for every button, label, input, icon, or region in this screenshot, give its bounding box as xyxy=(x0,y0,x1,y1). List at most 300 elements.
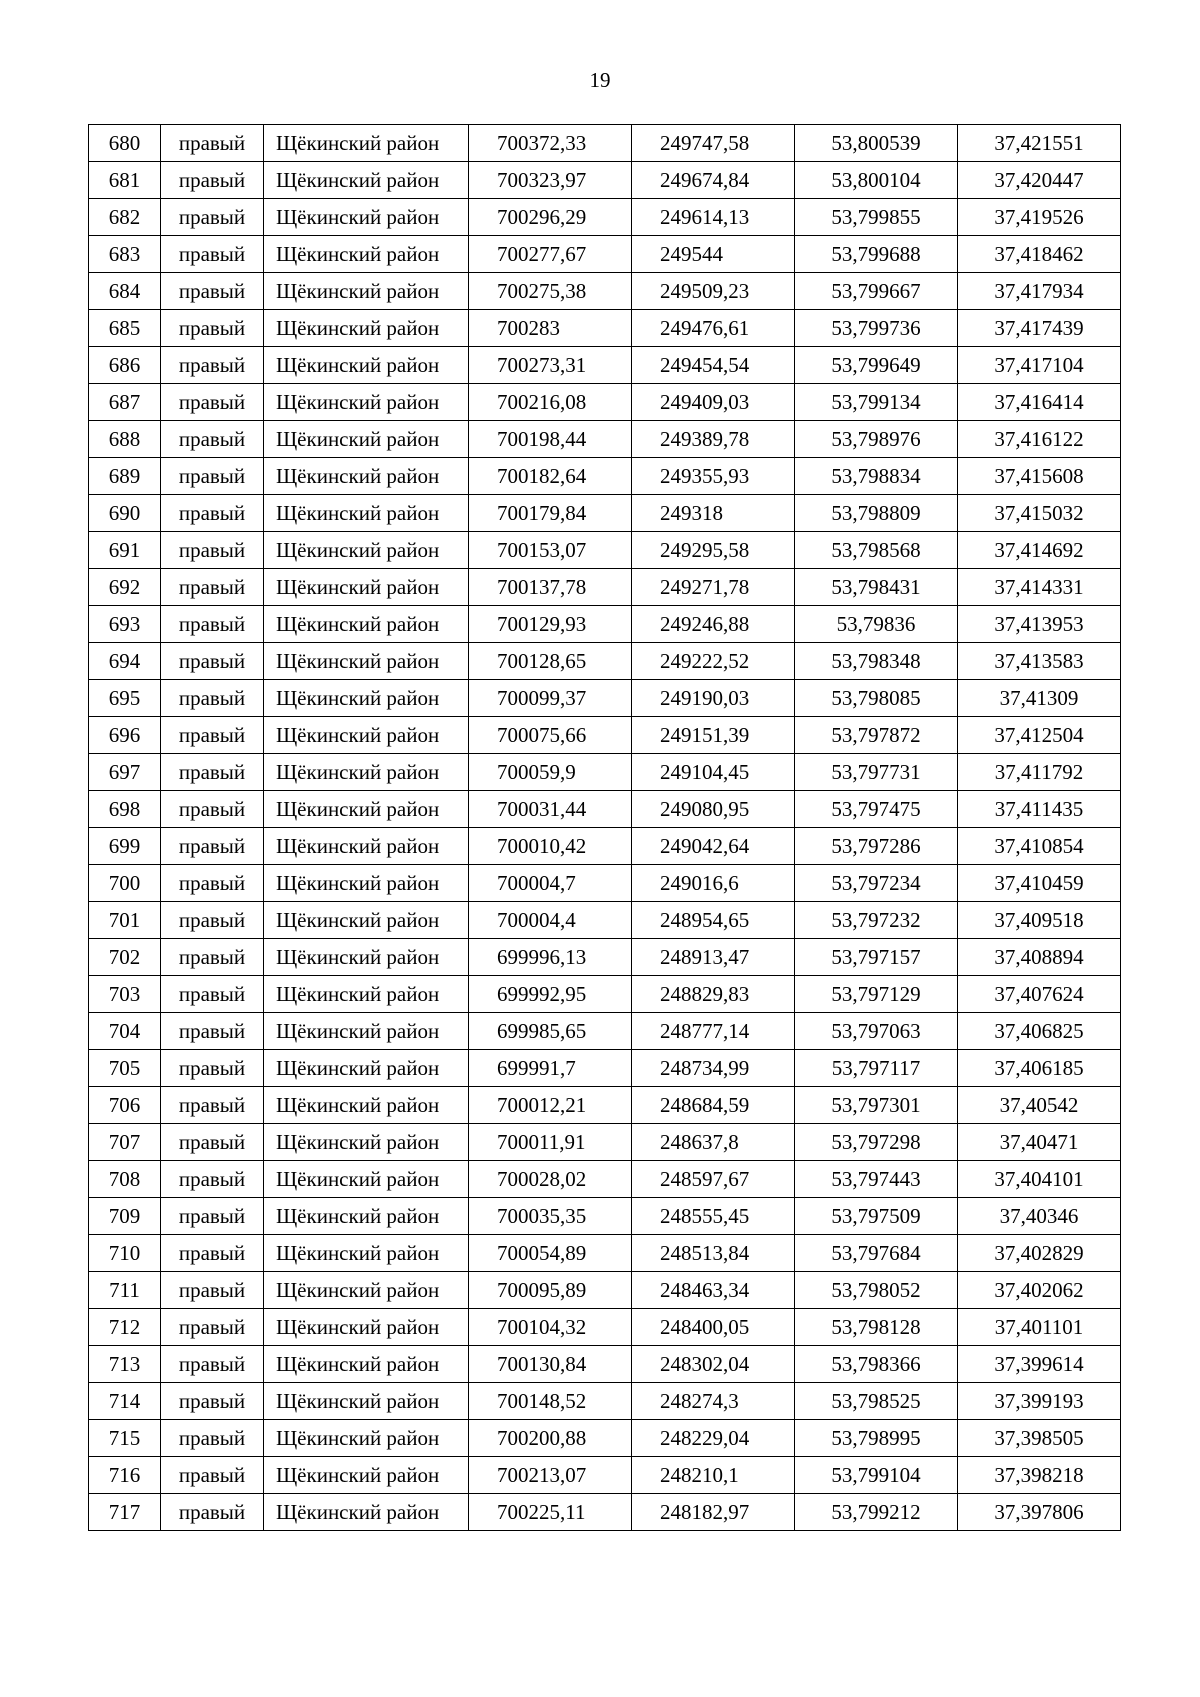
cell-coord-x: 699992,95 xyxy=(469,976,632,1013)
cell-point-number: 699 xyxy=(89,828,161,865)
cell-coord-x: 700011,91 xyxy=(469,1124,632,1161)
cell-latitude: 53,799212 xyxy=(795,1494,958,1531)
cell-coord-x: 700296,29 xyxy=(469,199,632,236)
cell-coord-y: 248829,83 xyxy=(632,976,795,1013)
cell-district: Щёкинский район xyxy=(264,1235,469,1272)
cell-latitude: 53,797063 xyxy=(795,1013,958,1050)
cell-latitude: 53,799134 xyxy=(795,384,958,421)
cell-district: Щёкинский район xyxy=(264,606,469,643)
table-row xyxy=(89,236,1121,273)
cell-coord-y: 249016,6 xyxy=(632,865,795,902)
cell-longitude: 37,413953 xyxy=(958,606,1121,643)
cell-district: Щёкинский район xyxy=(264,939,469,976)
cell-longitude: 37,417439 xyxy=(958,310,1121,347)
cell-coord-y: 249409,03 xyxy=(632,384,795,421)
cell-coord-x: 700104,32 xyxy=(469,1309,632,1346)
cell-longitude: 37,416414 xyxy=(958,384,1121,421)
cell-longitude: 37,413583 xyxy=(958,643,1121,680)
cell-coord-x: 700213,07 xyxy=(469,1457,632,1494)
cell-coord-y: 248274,3 xyxy=(632,1383,795,1420)
cell-district: Щёкинский район xyxy=(264,458,469,495)
cell-bank-side: правый xyxy=(161,310,264,347)
cell-coord-x: 700059,9 xyxy=(469,754,632,791)
cell-latitude: 53,799104 xyxy=(795,1457,958,1494)
cell-district: Щёкинский район xyxy=(264,569,469,606)
cell-bank-side: правый xyxy=(161,199,264,236)
cell-latitude: 53,797157 xyxy=(795,939,958,976)
page-number: 19 xyxy=(589,68,611,92)
cell-coord-x: 700004,4 xyxy=(469,902,632,939)
cell-district: Щёкинский район xyxy=(264,162,469,199)
cell-latitude: 53,798052 xyxy=(795,1272,958,1309)
table-row xyxy=(89,1457,1121,1494)
cell-coord-x: 700283 xyxy=(469,310,632,347)
cell-longitude: 37,398505 xyxy=(958,1420,1121,1457)
cell-district: Щёкинский район xyxy=(264,532,469,569)
cell-district: Щёкинский район xyxy=(264,865,469,902)
cell-latitude: 53,798431 xyxy=(795,569,958,606)
cell-coord-y: 248400,05 xyxy=(632,1309,795,1346)
cell-bank-side: правый xyxy=(161,865,264,902)
cell-longitude: 37,40542 xyxy=(958,1087,1121,1124)
cell-coord-x: 699996,13 xyxy=(469,939,632,976)
cell-bank-side: правый xyxy=(161,1198,264,1235)
cell-coord-x: 700148,52 xyxy=(469,1383,632,1420)
cell-coord-x: 700277,67 xyxy=(469,236,632,273)
cell-latitude: 53,797298 xyxy=(795,1124,958,1161)
table-row xyxy=(89,754,1121,791)
cell-bank-side: правый xyxy=(161,791,264,828)
cell-bank-side: правый xyxy=(161,1272,264,1309)
cell-district: Щёкинский район xyxy=(264,1383,469,1420)
cell-coord-x: 700216,08 xyxy=(469,384,632,421)
table-row xyxy=(89,939,1121,976)
cell-bank-side: правый xyxy=(161,939,264,976)
cell-point-number: 697 xyxy=(89,754,161,791)
cell-bank-side: правый xyxy=(161,236,264,273)
cell-coord-y: 248954,65 xyxy=(632,902,795,939)
table-row xyxy=(89,1050,1121,1087)
cell-longitude: 37,398218 xyxy=(958,1457,1121,1494)
cell-coord-x: 700372,33 xyxy=(469,125,632,162)
cell-longitude: 37,420447 xyxy=(958,162,1121,199)
cell-latitude: 53,800539 xyxy=(795,125,958,162)
table-row xyxy=(89,717,1121,754)
cell-coord-x: 700198,44 xyxy=(469,421,632,458)
cell-coord-x: 700028,02 xyxy=(469,1161,632,1198)
cell-point-number: 714 xyxy=(89,1383,161,1420)
cell-point-number: 707 xyxy=(89,1124,161,1161)
cell-latitude: 53,798128 xyxy=(795,1309,958,1346)
cell-bank-side: правый xyxy=(161,1087,264,1124)
cell-coord-y: 248777,14 xyxy=(632,1013,795,1050)
cell-longitude: 37,415608 xyxy=(958,458,1121,495)
cell-longitude: 37,401101 xyxy=(958,1309,1121,1346)
cell-point-number: 686 xyxy=(89,347,161,384)
cell-district: Щёкинский район xyxy=(264,1346,469,1383)
cell-bank-side: правый xyxy=(161,1420,264,1457)
cell-latitude: 53,798809 xyxy=(795,495,958,532)
cell-longitude: 37,412504 xyxy=(958,717,1121,754)
cell-district: Щёкинский район xyxy=(264,236,469,273)
cell-longitude: 37,399614 xyxy=(958,1346,1121,1383)
cell-bank-side: правый xyxy=(161,1124,264,1161)
cell-point-number: 685 xyxy=(89,310,161,347)
cell-coord-y: 248637,8 xyxy=(632,1124,795,1161)
table-row xyxy=(89,1309,1121,1346)
cell-longitude: 37,397806 xyxy=(958,1494,1121,1531)
cell-coord-y: 248182,97 xyxy=(632,1494,795,1531)
cell-bank-side: правый xyxy=(161,680,264,717)
cell-district: Щёкинский район xyxy=(264,347,469,384)
cell-district: Щёкинский район xyxy=(264,828,469,865)
cell-latitude: 53,797117 xyxy=(795,1050,958,1087)
table-row xyxy=(89,606,1121,643)
cell-coord-x: 700129,93 xyxy=(469,606,632,643)
cell-district: Щёкинский район xyxy=(264,754,469,791)
cell-longitude: 37,419526 xyxy=(958,199,1121,236)
cell-point-number: 709 xyxy=(89,1198,161,1235)
cell-point-number: 695 xyxy=(89,680,161,717)
table-row xyxy=(89,1494,1121,1531)
cell-coord-y: 249614,13 xyxy=(632,199,795,236)
cell-coord-x: 700004,7 xyxy=(469,865,632,902)
coordinates-table xyxy=(88,124,1121,1531)
cell-district: Щёкинский район xyxy=(264,310,469,347)
cell-point-number: 684 xyxy=(89,273,161,310)
cell-latitude: 53,799688 xyxy=(795,236,958,273)
cell-bank-side: правый xyxy=(161,162,264,199)
cell-longitude: 37,418462 xyxy=(958,236,1121,273)
cell-bank-side: правый xyxy=(161,1383,264,1420)
cell-coord-y: 249674,84 xyxy=(632,162,795,199)
cell-bank-side: правый xyxy=(161,902,264,939)
cell-point-number: 704 xyxy=(89,1013,161,1050)
cell-bank-side: правый xyxy=(161,1494,264,1531)
cell-point-number: 710 xyxy=(89,1235,161,1272)
table-row xyxy=(89,1235,1121,1272)
cell-coord-y: 249104,45 xyxy=(632,754,795,791)
cell-latitude: 53,797232 xyxy=(795,902,958,939)
cell-coord-x: 700031,44 xyxy=(469,791,632,828)
cell-coord-y: 249246,88 xyxy=(632,606,795,643)
cell-bank-side: правый xyxy=(161,125,264,162)
cell-coord-x: 700010,42 xyxy=(469,828,632,865)
cell-longitude: 37,421551 xyxy=(958,125,1121,162)
cell-latitude: 53,797234 xyxy=(795,865,958,902)
cell-coord-x: 700323,97 xyxy=(469,162,632,199)
cell-point-number: 682 xyxy=(89,199,161,236)
cell-longitude: 37,41309 xyxy=(958,680,1121,717)
cell-bank-side: правый xyxy=(161,1050,264,1087)
cell-district: Щёкинский район xyxy=(264,1272,469,1309)
table-row xyxy=(89,162,1121,199)
cell-point-number: 702 xyxy=(89,939,161,976)
cell-longitude: 37,417934 xyxy=(958,273,1121,310)
cell-bank-side: правый xyxy=(161,754,264,791)
table-row xyxy=(89,569,1121,606)
cell-coord-x: 700273,31 xyxy=(469,347,632,384)
cell-district: Щёкинский район xyxy=(264,1309,469,1346)
cell-district: Щёкинский район xyxy=(264,1161,469,1198)
cell-district: Щёкинский район xyxy=(264,1198,469,1235)
cell-district: Щёкинский район xyxy=(264,1124,469,1161)
cell-bank-side: правый xyxy=(161,421,264,458)
cell-point-number: 689 xyxy=(89,458,161,495)
cell-bank-side: правый xyxy=(161,1346,264,1383)
cell-bank-side: правый xyxy=(161,1013,264,1050)
cell-point-number: 703 xyxy=(89,976,161,1013)
cell-coord-y: 248210,1 xyxy=(632,1457,795,1494)
table-row xyxy=(89,1124,1121,1161)
cell-district: Щёкинский район xyxy=(264,976,469,1013)
cell-coord-y: 248597,67 xyxy=(632,1161,795,1198)
cell-longitude: 37,417104 xyxy=(958,347,1121,384)
cell-coord-x: 700225,11 xyxy=(469,1494,632,1531)
cell-point-number: 680 xyxy=(89,125,161,162)
cell-point-number: 698 xyxy=(89,791,161,828)
cell-point-number: 688 xyxy=(89,421,161,458)
cell-longitude: 37,410459 xyxy=(958,865,1121,902)
cell-point-number: 713 xyxy=(89,1346,161,1383)
cell-longitude: 37,406825 xyxy=(958,1013,1121,1050)
cell-district: Щёкинский район xyxy=(264,125,469,162)
table-row xyxy=(89,1161,1121,1198)
cell-longitude: 37,406185 xyxy=(958,1050,1121,1087)
cell-latitude: 53,798976 xyxy=(795,421,958,458)
cell-district: Щёкинский район xyxy=(264,1013,469,1050)
cell-bank-side: правый xyxy=(161,1457,264,1494)
cell-longitude: 37,399193 xyxy=(958,1383,1121,1420)
cell-district: Щёкинский район xyxy=(264,273,469,310)
cell-coord-x: 700054,89 xyxy=(469,1235,632,1272)
cell-point-number: 683 xyxy=(89,236,161,273)
cell-latitude: 53,797475 xyxy=(795,791,958,828)
cell-bank-side: правый xyxy=(161,717,264,754)
cell-latitude: 53,798525 xyxy=(795,1383,958,1420)
cell-point-number: 687 xyxy=(89,384,161,421)
cell-latitude: 53,797509 xyxy=(795,1198,958,1235)
cell-latitude: 53,799736 xyxy=(795,310,958,347)
cell-latitude: 53,797301 xyxy=(795,1087,958,1124)
cell-coord-y: 249747,58 xyxy=(632,125,795,162)
cell-longitude: 37,414331 xyxy=(958,569,1121,606)
table-row xyxy=(89,680,1121,717)
cell-coord-y: 248913,47 xyxy=(632,939,795,976)
cell-longitude: 37,409518 xyxy=(958,902,1121,939)
cell-point-number: 717 xyxy=(89,1494,161,1531)
cell-coord-y: 248555,45 xyxy=(632,1198,795,1235)
cell-longitude: 37,414692 xyxy=(958,532,1121,569)
cell-coord-x: 699991,7 xyxy=(469,1050,632,1087)
table-row xyxy=(89,865,1121,902)
table-row xyxy=(89,384,1121,421)
table-row xyxy=(89,1346,1121,1383)
cell-longitude: 37,40471 xyxy=(958,1124,1121,1161)
table-row xyxy=(89,125,1121,162)
cell-bank-side: правый xyxy=(161,828,264,865)
cell-coord-y: 248734,99 xyxy=(632,1050,795,1087)
cell-point-number: 700 xyxy=(89,865,161,902)
cell-coord-x: 700182,64 xyxy=(469,458,632,495)
cell-coord-y: 249509,23 xyxy=(632,273,795,310)
cell-longitude: 37,402829 xyxy=(958,1235,1121,1272)
table-row xyxy=(89,532,1121,569)
cell-bank-side: правый xyxy=(161,606,264,643)
table-row xyxy=(89,1087,1121,1124)
cell-district: Щёкинский район xyxy=(264,643,469,680)
table-row xyxy=(89,976,1121,1013)
cell-district: Щёкинский район xyxy=(264,717,469,754)
cell-district: Щёкинский район xyxy=(264,1087,469,1124)
cell-coord-y: 249389,78 xyxy=(632,421,795,458)
table-row xyxy=(89,1013,1121,1050)
cell-point-number: 691 xyxy=(89,532,161,569)
table-row xyxy=(89,643,1121,680)
table-row xyxy=(89,421,1121,458)
table-row xyxy=(89,1272,1121,1309)
cell-coord-x: 699985,65 xyxy=(469,1013,632,1050)
cell-coord-x: 700095,89 xyxy=(469,1272,632,1309)
cell-point-number: 716 xyxy=(89,1457,161,1494)
cell-longitude: 37,408894 xyxy=(958,939,1121,976)
cell-bank-side: правый xyxy=(161,1309,264,1346)
cell-longitude: 37,415032 xyxy=(958,495,1121,532)
cell-coord-y: 249222,52 xyxy=(632,643,795,680)
cell-longitude: 37,407624 xyxy=(958,976,1121,1013)
cell-point-number: 708 xyxy=(89,1161,161,1198)
cell-latitude: 53,800104 xyxy=(795,162,958,199)
cell-point-number: 706 xyxy=(89,1087,161,1124)
cell-latitude: 53,79836 xyxy=(795,606,958,643)
cell-coord-y: 249318 xyxy=(632,495,795,532)
table-row xyxy=(89,1198,1121,1235)
cell-district: Щёкинский район xyxy=(264,384,469,421)
cell-district: Щёкинский район xyxy=(264,791,469,828)
cell-coord-x: 700075,66 xyxy=(469,717,632,754)
cell-coord-x: 700200,88 xyxy=(469,1420,632,1457)
cell-coord-y: 249355,93 xyxy=(632,458,795,495)
cell-district: Щёкинский район xyxy=(264,1420,469,1457)
cell-point-number: 696 xyxy=(89,717,161,754)
table-row xyxy=(89,310,1121,347)
cell-point-number: 681 xyxy=(89,162,161,199)
cell-district: Щёкинский район xyxy=(264,680,469,717)
cell-point-number: 701 xyxy=(89,902,161,939)
cell-point-number: 705 xyxy=(89,1050,161,1087)
cell-coord-y: 249454,54 xyxy=(632,347,795,384)
cell-latitude: 53,797731 xyxy=(795,754,958,791)
cell-latitude: 53,798085 xyxy=(795,680,958,717)
cell-latitude: 53,798348 xyxy=(795,643,958,680)
cell-coord-y: 248513,84 xyxy=(632,1235,795,1272)
table-row xyxy=(89,495,1121,532)
table-row xyxy=(89,1383,1121,1420)
cell-coord-x: 700179,84 xyxy=(469,495,632,532)
cell-latitude: 53,799667 xyxy=(795,273,958,310)
cell-point-number: 693 xyxy=(89,606,161,643)
cell-coord-y: 249544 xyxy=(632,236,795,273)
cell-latitude: 53,797129 xyxy=(795,976,958,1013)
cell-bank-side: правый xyxy=(161,532,264,569)
cell-bank-side: правый xyxy=(161,1235,264,1272)
cell-bank-side: правый xyxy=(161,347,264,384)
cell-coord-x: 700099,37 xyxy=(469,680,632,717)
cell-point-number: 715 xyxy=(89,1420,161,1457)
cell-bank-side: правый xyxy=(161,458,264,495)
cell-coord-y: 249080,95 xyxy=(632,791,795,828)
cell-coord-x: 700035,35 xyxy=(469,1198,632,1235)
cell-coord-y: 248463,34 xyxy=(632,1272,795,1309)
table-row xyxy=(89,902,1121,939)
table-row xyxy=(89,347,1121,384)
table-row xyxy=(89,791,1121,828)
cell-district: Щёкинский район xyxy=(264,495,469,532)
cell-longitude: 37,411435 xyxy=(958,791,1121,828)
table-row xyxy=(89,458,1121,495)
cell-bank-side: правый xyxy=(161,273,264,310)
cell-latitude: 53,797684 xyxy=(795,1235,958,1272)
cell-coord-y: 248684,59 xyxy=(632,1087,795,1124)
cell-latitude: 53,799855 xyxy=(795,199,958,236)
cell-bank-side: правый xyxy=(161,976,264,1013)
cell-coord-y: 249271,78 xyxy=(632,569,795,606)
cell-coord-y: 249190,03 xyxy=(632,680,795,717)
cell-point-number: 692 xyxy=(89,569,161,606)
cell-latitude: 53,798834 xyxy=(795,458,958,495)
cell-latitude: 53,797872 xyxy=(795,717,958,754)
cell-coord-y: 249295,58 xyxy=(632,532,795,569)
cell-bank-side: правый xyxy=(161,643,264,680)
table-row xyxy=(89,273,1121,310)
cell-longitude: 37,411792 xyxy=(958,754,1121,791)
cell-point-number: 690 xyxy=(89,495,161,532)
cell-longitude: 37,410854 xyxy=(958,828,1121,865)
cell-coord-y: 248229,04 xyxy=(632,1420,795,1457)
cell-coord-x: 700128,65 xyxy=(469,643,632,680)
cell-district: Щёкинский район xyxy=(264,1050,469,1087)
cell-district: Щёкинский район xyxy=(264,1494,469,1531)
cell-coord-x: 700275,38 xyxy=(469,273,632,310)
cell-district: Щёкинский район xyxy=(264,902,469,939)
cell-coord-y: 249042,64 xyxy=(632,828,795,865)
cell-bank-side: правый xyxy=(161,1161,264,1198)
cell-coord-x: 700012,21 xyxy=(469,1087,632,1124)
cell-longitude: 37,40346 xyxy=(958,1198,1121,1235)
cell-coord-y: 249476,61 xyxy=(632,310,795,347)
cell-latitude: 53,797286 xyxy=(795,828,958,865)
cell-coord-x: 700137,78 xyxy=(469,569,632,606)
table-body xyxy=(89,125,1121,1531)
cell-bank-side: правый xyxy=(161,495,264,532)
cell-longitude: 37,404101 xyxy=(958,1161,1121,1198)
cell-point-number: 712 xyxy=(89,1309,161,1346)
cell-latitude: 53,799649 xyxy=(795,347,958,384)
table-row xyxy=(89,1420,1121,1457)
cell-latitude: 53,798995 xyxy=(795,1420,958,1457)
cell-district: Щёкинский район xyxy=(264,1457,469,1494)
cell-coord-x: 700153,07 xyxy=(469,532,632,569)
cell-bank-side: правый xyxy=(161,569,264,606)
cell-district: Щёкинский район xyxy=(264,199,469,236)
cell-district: Щёкинский район xyxy=(264,421,469,458)
cell-coord-y: 249151,39 xyxy=(632,717,795,754)
cell-longitude: 37,402062 xyxy=(958,1272,1121,1309)
table-row xyxy=(89,828,1121,865)
cell-point-number: 711 xyxy=(89,1272,161,1309)
cell-latitude: 53,797443 xyxy=(795,1161,958,1198)
table-row xyxy=(89,199,1121,236)
